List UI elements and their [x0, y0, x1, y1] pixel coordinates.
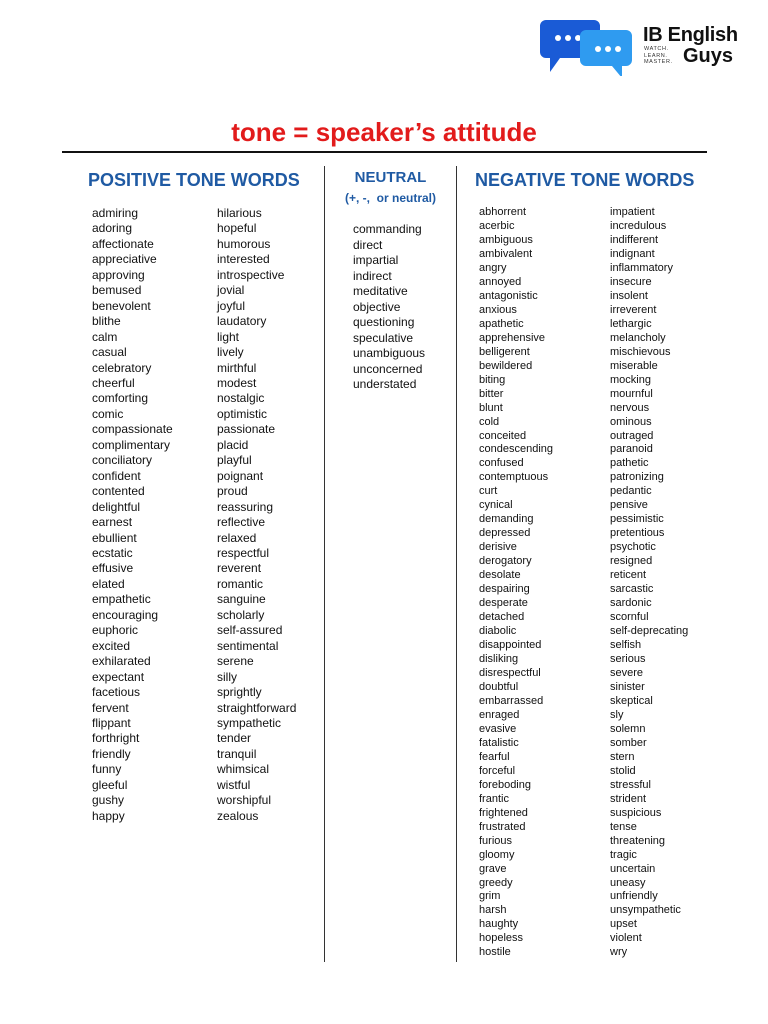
tone-word: haughty: [479, 918, 519, 931]
tone-word: placid: [217, 437, 249, 452]
tone-word: tranquil: [217, 746, 257, 761]
positive-words-column-2: [217, 206, 296, 824]
tone-word: disrespectful: [479, 666, 541, 679]
tone-word: upset: [610, 918, 637, 931]
tone-word: patronizing: [610, 471, 664, 484]
tone-word: solemn: [610, 722, 646, 735]
tone-word: despairing: [479, 583, 530, 596]
tone-word: mischievous: [610, 345, 671, 358]
tone-word: apprehensive: [479, 331, 546, 344]
tone-word: sardonic: [610, 597, 652, 610]
tone-word: somber: [610, 736, 647, 749]
tone-word: abhorrent: [479, 206, 527, 218]
tone-word: pessimistic: [610, 513, 664, 526]
tone-word: calm: [92, 329, 118, 344]
positive-words-column-1: [92, 206, 173, 824]
tone-word: complimentary: [92, 437, 171, 452]
tone-word: strident: [610, 792, 647, 805]
tone-word: reticent: [610, 569, 647, 582]
tone-word: conciliatory: [92, 453, 153, 468]
tone-word: hopeful: [217, 221, 257, 236]
tone-word: sprightly: [217, 685, 262, 700]
title-divider: [62, 151, 707, 153]
tone-word: fatalistic: [479, 736, 519, 749]
tone-word: appreciative: [92, 252, 157, 267]
tone-word: effusive: [92, 561, 134, 576]
tone-word: comic: [92, 406, 124, 421]
brand-tagline: [644, 46, 684, 66]
tone-word: annoyed: [479, 275, 522, 288]
tone-word: sly: [610, 708, 624, 721]
brand-tagline-line: WATCH.: [644, 46, 669, 52]
tone-word: introspective: [217, 267, 285, 282]
tone-word: gloomy: [479, 848, 515, 861]
tone-word: insolent: [610, 289, 648, 302]
tone-word: bemused: [92, 283, 142, 298]
tone-word: affectionate: [92, 236, 154, 251]
tone-word: desolate: [479, 569, 521, 582]
tone-word: laudatory: [217, 314, 267, 329]
tone-word: zealous: [217, 808, 259, 823]
tone-word: sarcastic: [610, 583, 654, 596]
tone-word: angry: [479, 261, 507, 274]
tone-word: tender: [217, 731, 252, 746]
tone-word: pensive: [610, 499, 648, 512]
tone-word: embarrassed: [479, 694, 544, 707]
positive-heading: POSITIVE TONE WORDS: [88, 170, 300, 190]
tone-word: worshipful: [217, 793, 272, 808]
tone-word: encouraging: [92, 607, 159, 622]
tone-word: ebullient: [92, 530, 137, 545]
neutral-words: [353, 222, 425, 393]
tone-word: contemptuous: [479, 471, 549, 484]
tone-word: stolid: [610, 764, 636, 777]
tone-word: grave: [479, 862, 507, 875]
tone-word: fearful: [479, 750, 510, 763]
tone-word: scholarly: [217, 607, 265, 622]
tone-word: resigned: [610, 555, 653, 568]
tone-word: self-deprecating: [610, 625, 689, 638]
tone-word: cheerful: [92, 375, 135, 390]
tone-word: exhilarated: [92, 654, 151, 669]
tone-word: impartial: [353, 253, 399, 267]
tone-word: unfriendly: [610, 890, 658, 903]
tone-word: pathetic: [610, 457, 649, 470]
tone-word: jovial: [217, 283, 245, 298]
tone-word: miserable: [610, 359, 658, 372]
tone-word: scornful: [610, 611, 649, 624]
tone-word: apathetic: [479, 317, 524, 330]
tone-word: insecure: [610, 275, 652, 288]
tone-word: reflective: [217, 515, 266, 530]
neutral-subheading: (+, -, or neutral): [344, 191, 436, 205]
tone-word: anxious: [479, 303, 517, 316]
tone-word: wistful: [217, 777, 251, 792]
tone-word: light: [217, 329, 240, 344]
tone-word: happy: [92, 808, 125, 823]
chat-bubbles-icon: [540, 16, 636, 76]
tone-word: stressful: [610, 778, 651, 791]
tone-word: confident: [92, 468, 141, 483]
tone-word: silly: [217, 669, 237, 684]
tone-word: furious: [479, 834, 513, 847]
tone-word: interested: [217, 252, 270, 267]
tone-word: hopeless: [479, 932, 524, 945]
tone-word: celebratory: [92, 360, 152, 375]
tone-word: playful: [217, 453, 252, 468]
tone-word: ambiguous: [479, 233, 533, 246]
tone-word: funny: [92, 762, 122, 777]
tone-word: impatient: [610, 206, 655, 218]
negative-words-column-2: [610, 206, 688, 960]
tone-word: sanguine: [217, 592, 266, 607]
tone-word: sympathetic: [217, 715, 282, 730]
tone-word: joyful: [217, 298, 246, 313]
tone-word: modest: [217, 375, 257, 390]
tone-word: melancholy: [610, 331, 666, 344]
tone-word: hostile: [479, 946, 511, 959]
tone-word: comforting: [92, 391, 149, 406]
tone-word: meditative: [353, 284, 408, 298]
tone-word: indirect: [353, 268, 392, 283]
tone-word: unconcerned: [353, 361, 423, 376]
tone-word: stern: [610, 750, 635, 763]
tone-word: nervous: [610, 401, 650, 414]
tone-word: derogatory: [479, 555, 532, 568]
tone-word: diabolic: [479, 625, 517, 638]
tone-word: approving: [92, 267, 145, 282]
tone-word: ecstatic: [92, 545, 133, 560]
tone-word: questioning: [353, 315, 415, 329]
tone-word: speculative: [353, 330, 414, 345]
tone-word: selfish: [610, 639, 642, 652]
tone-word: frustrated: [479, 820, 526, 833]
tone-word: optimistic: [217, 406, 268, 421]
tone-word: confused: [479, 457, 524, 470]
tone-word: benevolent: [92, 298, 151, 313]
tone-word: unsympathetic: [610, 904, 681, 917]
column-divider-left: [324, 166, 325, 962]
tone-word: curt: [479, 485, 498, 498]
tone-word: violent: [610, 932, 642, 945]
negative-heading: NEGATIVE TONE WORDS: [475, 170, 695, 190]
tone-word: evasive: [479, 722, 517, 735]
tone-word: acerbic: [479, 219, 515, 232]
tone-word: nostalgic: [217, 391, 265, 406]
tone-word: pedantic: [610, 485, 652, 498]
tone-word: lethargic: [610, 317, 652, 330]
tone-word: gushy: [92, 793, 125, 808]
tone-word: fervent: [92, 700, 129, 715]
tone-word: antagonistic: [479, 289, 538, 302]
tone-word: demanding: [479, 513, 534, 526]
tone-word: disappointed: [479, 639, 542, 652]
tone-word: threatening: [610, 834, 666, 847]
tone-word: irreverent: [610, 303, 657, 316]
tone-word: mocking: [610, 373, 651, 386]
tone-word: greedy: [479, 876, 513, 889]
brand-name: Guys: [683, 45, 734, 67]
tone-word: condescending: [479, 443, 554, 456]
tone-word: tragic: [610, 848, 637, 861]
tone-word: elated: [92, 576, 125, 591]
tone-word: incredulous: [610, 219, 667, 232]
tone-word: reassuring: [217, 499, 274, 514]
tone-word: depressed: [479, 527, 531, 540]
tone-word: contented: [92, 484, 145, 499]
tone-word: earnest: [92, 515, 133, 530]
tone-word: proud: [217, 484, 248, 499]
tone-word: passionate: [217, 422, 276, 437]
tone-word: cold: [479, 415, 500, 428]
tone-word: paranoid: [610, 443, 653, 456]
tone-word: inflammatory: [610, 261, 673, 274]
tone-word: empathetic: [92, 592, 151, 607]
tone-word: mournful: [610, 387, 653, 400]
tone-word: severe: [610, 666, 644, 679]
tone-word: lively: [217, 345, 244, 360]
tone-word: adoring: [92, 221, 133, 236]
tone-word: sinister: [610, 680, 645, 693]
tone-word: wry: [610, 946, 628, 959]
tone-word: expectant: [92, 669, 145, 684]
tone-word: psychotic: [610, 541, 656, 554]
tone-word: harsh: [479, 904, 507, 917]
tone-word: commanding: [353, 222, 422, 236]
tone-word: cynical: [479, 499, 513, 512]
tone-word: ambivalent: [479, 247, 533, 260]
tone-word: frightened: [479, 806, 528, 819]
tone-word: blunt: [479, 401, 503, 414]
tone-word: indifferent: [610, 233, 659, 246]
tone-word: admiring: [92, 206, 139, 220]
tone-word: frantic: [479, 792, 509, 805]
tone-word: direct: [353, 237, 383, 252]
tone-word: belligerent: [479, 345, 530, 358]
tone-word: enraged: [479, 708, 520, 721]
tone-word: serene: [217, 654, 254, 669]
tone-word: detached: [479, 611, 525, 624]
tone-word: self-assured: [217, 623, 283, 638]
brand-title: IB English: [643, 24, 738, 46]
tone-word: uneasy: [610, 876, 646, 889]
tone-word: tense: [610, 820, 637, 833]
negative-words-column-1: [479, 206, 553, 960]
tone-word: suspicious: [610, 806, 662, 819]
tone-word: reverent: [217, 561, 262, 576]
tone-word: unambiguous: [353, 346, 426, 360]
tone-word: biting: [479, 373, 506, 386]
tone-word: humorous: [217, 236, 271, 251]
tone-word: bewildered: [479, 359, 533, 372]
tone-word: whimsical: [217, 762, 270, 777]
tone-word: serious: [610, 653, 646, 665]
tone-word: delightful: [92, 499, 141, 514]
page-title: tone = speaker’s attitude: [231, 117, 537, 147]
tone-word: euphoric: [92, 623, 139, 638]
tone-word: grim: [479, 890, 501, 903]
tone-word: romantic: [217, 576, 264, 591]
tone-word: compassionate: [92, 422, 173, 437]
tone-word: relaxed: [217, 530, 257, 545]
tone-word: doubtful: [479, 680, 519, 693]
tone-word: derisive: [479, 541, 517, 554]
brand-logo: [540, 16, 740, 76]
tone-word: respectful: [217, 545, 270, 560]
tone-word: sentimental: [217, 638, 279, 653]
tone-word: indignant: [610, 247, 655, 260]
brand-tagline-line: MASTER.: [644, 59, 673, 65]
tone-word: bitter: [479, 387, 504, 400]
tone-word: flippant: [92, 715, 131, 730]
tone-word: skeptical: [610, 694, 653, 707]
neutral-heading: NEUTRAL: [354, 169, 427, 186]
tone-word: uncertain: [610, 862, 656, 875]
brand-tagline-line: LEARN.: [644, 52, 668, 59]
tone-word: straightforward: [217, 700, 297, 715]
tone-word: forceful: [479, 764, 516, 777]
tone-word: gleeful: [92, 777, 128, 792]
tone-word: facetious: [92, 685, 141, 700]
tone-word: disliking: [479, 653, 519, 665]
tone-word: foreboding: [479, 778, 531, 791]
tone-word: casual: [92, 345, 127, 360]
tone-word: pretentious: [610, 527, 665, 540]
tone-word: desperate: [479, 597, 528, 610]
tone-word: ominous: [610, 415, 652, 428]
tone-word: poignant: [217, 468, 264, 483]
tone-word: mirthful: [217, 360, 257, 375]
tone-word: hilarious: [217, 206, 262, 220]
tone-word: conceited: [479, 429, 527, 442]
tone-word: objective: [353, 299, 401, 314]
tone-word: understated: [353, 377, 417, 391]
tone-word: friendly: [92, 746, 131, 761]
column-divider-right: [456, 166, 457, 962]
tone-word: outraged: [610, 429, 654, 442]
tone-word: blithe: [92, 314, 121, 329]
tone-word: forthright: [92, 731, 140, 746]
tone-word: excited: [92, 638, 131, 653]
